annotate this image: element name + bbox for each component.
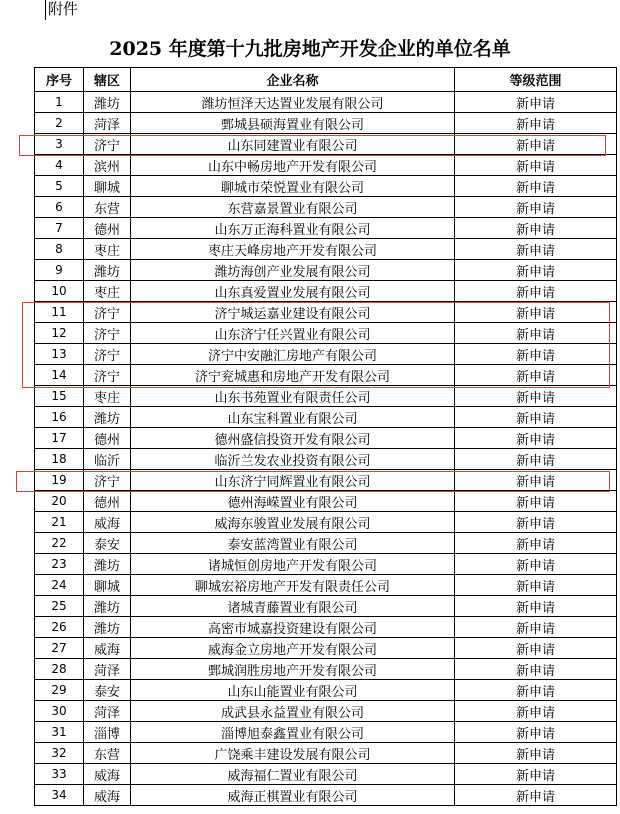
cell-no: 14 [35,365,84,386]
cell-district: 滨州 [84,155,131,176]
cell-district: 济宁 [84,470,131,491]
table-row [35,407,617,428]
cell-company: 鄄城润胜房地产开发有限公司 [131,659,455,680]
cell-level: 新申请 [455,344,617,365]
cell-no: 26 [35,617,84,638]
cell-company: 聊城市荣悦置业有限公司 [131,176,455,197]
cell-company: 诸城青藤置业有限公司 [131,596,455,617]
cell-no: 2 [35,113,84,134]
table-row [35,113,617,134]
cell-district: 东营 [84,197,131,218]
cell-district: 枣庄 [84,281,131,302]
cell-level: 新申请 [455,134,617,155]
table-row [35,512,617,533]
cell-district: 潍坊 [84,260,131,281]
cell-company: 威海正棋置业有限公司 [131,785,455,806]
cell-no: 11 [35,302,84,323]
table-row [35,764,617,785]
cell-no: 1 [35,92,84,113]
highlight-box-row-3 [19,135,606,156]
cell-company: 山东中畅房地产开发有限公司 [131,155,455,176]
cell-no: 3 [35,134,84,155]
cell-company: 潍坊恒泽天达置业发展有限公司 [131,92,455,113]
cell-district: 菏泽 [84,701,131,722]
cell-company: 山东宝科置业有限公司 [131,407,455,428]
cell-company: 山东万正海科置业有限公司 [131,218,455,239]
table-row [35,155,617,176]
table-row [35,743,617,764]
cell-company: 济宁中安融汇房地产有限公司 [131,344,455,365]
cell-district: 枣庄 [84,239,131,260]
header-level: 等级范围 [455,68,617,92]
cell-level: 新申请 [455,323,617,344]
cell-level: 新申请 [455,743,617,764]
cell-level: 新申请 [455,239,617,260]
table-row [35,281,617,302]
cell-level: 新申请 [455,428,617,449]
cell-company: 高密市城嘉投资建设有限公司 [131,617,455,638]
cell-level: 新申请 [455,470,617,491]
cell-district: 潍坊 [84,596,131,617]
cell-company: 成武县永益置业有限公司 [131,701,455,722]
cell-level: 新申请 [455,701,617,722]
cell-level: 新申请 [455,281,617,302]
cell-district: 德州 [84,428,131,449]
cell-company: 泰安蓝湾置业有限公司 [131,533,455,554]
cell-no: 34 [35,785,84,806]
cell-level: 新申请 [455,617,617,638]
cell-no: 21 [35,512,84,533]
cell-level: 新申请 [455,155,617,176]
cell-level: 新申请 [455,386,617,407]
cell-level: 新申请 [455,659,617,680]
cell-district: 济宁 [84,323,131,344]
cell-no: 32 [35,743,84,764]
cell-company: 德州盛信投资开发有限公司 [131,428,455,449]
table-row [35,680,617,701]
table-row [35,386,617,407]
cell-district: 济宁 [84,344,131,365]
cell-level: 新申请 [455,449,617,470]
cell-level: 新申请 [455,512,617,533]
cell-district: 潍坊 [84,554,131,575]
cell-district: 德州 [84,218,131,239]
table-row [35,722,617,743]
cell-company: 鄄城县硕海置业有限公司 [131,113,455,134]
cell-district: 枣庄 [84,386,131,407]
cell-district: 聊城 [84,176,131,197]
cell-no: 18 [35,449,84,470]
cell-no: 27 [35,638,84,659]
cell-no: 5 [35,176,84,197]
cell-company: 聊城宏裕房地产开发有限责任公司 [131,575,455,596]
cell-level: 新申请 [455,596,617,617]
cell-company: 济宁兖城惠和房地产开发有限公司 [131,365,455,386]
cell-district: 泰安 [84,680,131,701]
cell-district: 东营 [84,743,131,764]
table-row [35,92,617,113]
table-row [35,701,617,722]
cell-district: 威海 [84,785,131,806]
table-row [35,596,617,617]
cell-district: 菏泽 [84,659,131,680]
cell-district: 济宁 [84,302,131,323]
cell-no: 13 [35,344,84,365]
cell-company: 山东真爱置业发展有限公司 [131,281,455,302]
table-row [35,176,617,197]
cell-no: 4 [35,155,84,176]
cell-company: 威海东骏置业发展有限公司 [131,512,455,533]
cell-district: 济宁 [84,365,131,386]
cell-no: 29 [35,680,84,701]
header-no: 序号 [35,68,84,92]
cell-no: 12 [35,323,84,344]
table-row [35,533,617,554]
cell-level: 新申请 [455,638,617,659]
cell-level: 新申请 [455,722,617,743]
header-district: 辖区 [84,68,131,92]
table-body [35,92,617,806]
cell-level: 新申请 [455,554,617,575]
cell-level: 新申请 [455,680,617,701]
cell-company: 山东济宁任兴置业有限公司 [131,323,455,344]
cell-no: 22 [35,533,84,554]
table-row [35,659,617,680]
cell-level: 新申请 [455,365,617,386]
cell-company: 诸城恒创房地产开发有限公司 [131,554,455,575]
highlight-box-rows-11-14 [22,302,610,388]
cell-level: 新申请 [455,575,617,596]
cell-district: 济宁 [84,134,131,155]
cell-company: 威海福仁置业有限公司 [131,764,455,785]
cell-district: 淄博 [84,722,131,743]
text-cursor [45,0,46,20]
cell-no: 25 [35,596,84,617]
cell-no: 7 [35,218,84,239]
cell-level: 新申请 [455,197,617,218]
table-header-row [35,68,617,92]
table-row [35,428,617,449]
cell-company: 枣庄天峰房地产开发有限公司 [131,239,455,260]
highlight-box-row-19 [16,471,610,492]
table-row [35,260,617,281]
cell-no: 16 [35,407,84,428]
cell-no: 10 [35,281,84,302]
table-row [35,785,617,806]
cell-company: 德州海嵘置业有限公司 [131,491,455,512]
table-row [35,617,617,638]
cell-district: 威海 [84,638,131,659]
document-title: 2025 年度第十九批房地产开发企业的单位名单 [109,38,511,60]
cell-level: 新申请 [455,176,617,197]
header-company: 企业名称 [131,68,455,92]
cell-company: 临沂兰发农业投资有限公司 [131,449,455,470]
table-row [35,197,617,218]
cell-level: 新申请 [455,302,617,323]
cell-level: 新申请 [455,407,617,428]
cell-district: 泰安 [84,533,131,554]
cell-no: 6 [35,197,84,218]
cell-company: 威海金立房地产开发有限公司 [131,638,455,659]
cell-level: 新申请 [455,113,617,134]
cell-company: 济宁城运嘉业建设有限公司 [131,302,455,323]
cell-level: 新申请 [455,218,617,239]
cell-level: 新申请 [455,491,617,512]
table-row [35,638,617,659]
cell-company: 山东同建置业有限公司 [131,134,455,155]
cell-district: 威海 [84,512,131,533]
cell-district: 威海 [84,764,131,785]
cell-no: 24 [35,575,84,596]
cell-no: 28 [35,659,84,680]
table-row [35,218,617,239]
cell-district: 聊城 [84,575,131,596]
cell-level: 新申请 [455,260,617,281]
cell-company: 淄博旭泰鑫置业有限公司 [131,722,455,743]
cell-no: 20 [35,491,84,512]
cell-company: 东营嘉景置业有限公司 [131,197,455,218]
cell-company: 山东山能置业有限公司 [131,680,455,701]
cell-district: 临沂 [84,449,131,470]
cell-company: 山东济宁同辉置业有限公司 [131,470,455,491]
table-row [35,449,617,470]
cell-level: 新申请 [455,92,617,113]
attachment-label: 附件 [48,0,79,18]
cell-level: 新申请 [455,764,617,785]
cell-district: 菏泽 [84,113,131,134]
company-table [34,67,617,806]
cell-district: 潍坊 [84,92,131,113]
cell-no: 19 [35,470,84,491]
table-row [35,575,617,596]
cell-no: 15 [35,386,84,407]
cell-district: 潍坊 [84,617,131,638]
cell-no: 17 [35,428,84,449]
cell-no: 8 [35,239,84,260]
cell-company: 山东书苑置业有限责任公司 [131,386,455,407]
cell-no: 30 [35,701,84,722]
cell-no: 33 [35,764,84,785]
table-row [35,554,617,575]
cell-district: 潍坊 [84,407,131,428]
table-row [35,491,617,512]
cell-no: 31 [35,722,84,743]
cell-level: 新申请 [455,785,617,806]
cell-no: 23 [35,554,84,575]
table-row [35,239,617,260]
cell-company: 潍坊海创产业发展有限公司 [131,260,455,281]
cell-district: 德州 [84,491,131,512]
cell-level: 新申请 [455,533,617,554]
cell-company: 广饶乘丰建设发展有限公司 [131,743,455,764]
cell-no: 9 [35,260,84,281]
